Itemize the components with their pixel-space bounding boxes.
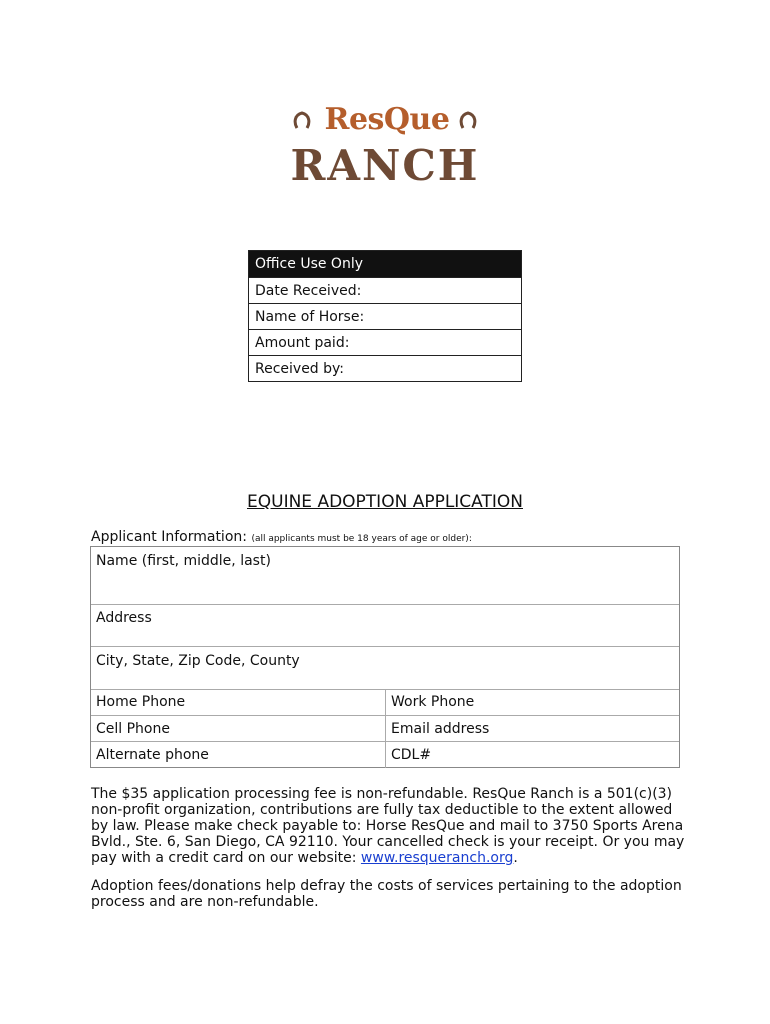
name-field[interactable] xyxy=(91,553,679,603)
address-field[interactable]: Address xyxy=(96,610,152,626)
amount-paid-field[interactable]: Amount paid: xyxy=(249,329,521,355)
cdl-field[interactable]: CDL# xyxy=(391,747,432,763)
age-requirement-note: (all applicants must be 18 years of age or older): xyxy=(251,534,472,544)
applicant-information-label xyxy=(91,529,472,545)
horseshoe-icon xyxy=(459,110,477,130)
name-label: Name xyxy=(96,553,138,569)
fee-paragraph xyxy=(91,786,691,866)
received-by-field[interactable]: Received by: xyxy=(249,355,521,381)
alternate-phone-field[interactable]: Alternate phone xyxy=(96,747,209,763)
logo-ranch-text: RANCH xyxy=(290,141,480,190)
adoption-fees-paragraph: Adoption fees/donations help defray the costs of services pertaining to the adoption process and are non-refundable. xyxy=(91,878,682,910)
office-use-table xyxy=(248,250,522,382)
cell-phone-field[interactable]: Cell Phone xyxy=(96,721,170,737)
resque-ranch-logo xyxy=(285,100,485,196)
website-link[interactable]: www.resqueranch.org xyxy=(360,850,514,866)
email-address-field[interactable]: Email address xyxy=(391,721,490,737)
name-of-horse-field[interactable]: Name of Horse: xyxy=(249,303,521,329)
applicant-label-text: Applicant Information: xyxy=(91,529,247,545)
applicant-form xyxy=(90,546,680,768)
fee-text-end: . xyxy=(513,850,518,866)
name-hint: (first, middle, last) xyxy=(141,553,271,569)
horseshoe-icon xyxy=(293,110,311,130)
logo-resque-text: ResQue xyxy=(324,102,450,137)
page-title: EQUINE ADOPTION APPLICATION xyxy=(247,492,523,512)
city-state-zip-field[interactable]: City, State, Zip Code, County xyxy=(96,653,300,669)
home-phone-field[interactable]: Home Phone xyxy=(96,694,186,710)
fee-text: The $35 application processing fee is non-refundable. ResQue Ranch is a 501(c)(3) non-profit organization, contributions are fully tax deductible to the extent allowed by law. Please make check payable to: Horse ResQue and mail to 3750 Sports Arena Bvld., Ste. 6, San Diego, CA 92110. Your cancelled check is your receipt. Or you may pay with a credit card on our website: xyxy=(91,786,685,866)
date-received-field[interactable]: Date Received: xyxy=(249,277,521,303)
work-phone-field[interactable]: Work Phone xyxy=(391,694,475,710)
office-use-header: Office Use Only xyxy=(249,251,521,277)
